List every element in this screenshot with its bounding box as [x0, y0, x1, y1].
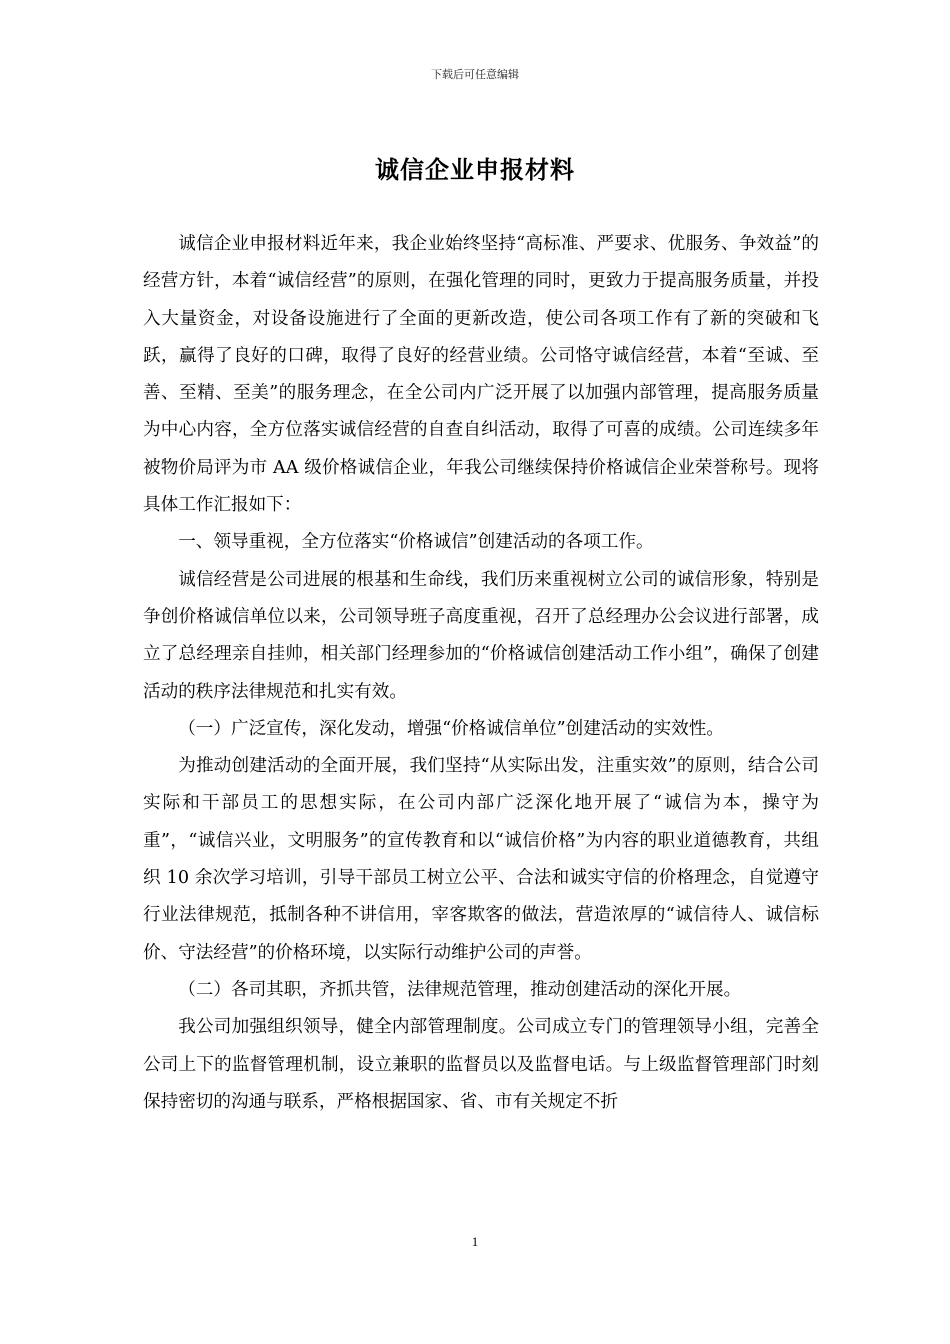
- header-note: 下载后可任意编辑: [431, 68, 519, 81]
- document-body: [143, 226, 819, 1121]
- subsection-heading-2: （二）各司其职，齐抓共管，法律规范管理，推动创建活动的深化开展。: [178, 979, 742, 1000]
- paragraph-subsection-1: 为推动创建活动的全面开展，我们坚持“从实际出发，注重实效”的原则，结合公司实际和干部员工的思想实际，在公司内部广泛深化地开展了“诚信为本，操守为重”，“诚信兴业，文明服务”的宣传教育和以“诚信价格”为内容的职业道德教育，共组织 10 余次学习培训，引导干部员工树立公平、合法和诚实守信的价格理念，自觉遵守行业法律规范，抵制各种不讲信用，宰客欺客的做法，营造浓厚的“诚信待人、诚信标价、守法经营”的价格环境，以实际行动维护公司的声誉。: [143, 756, 819, 963]
- paragraph-intro: 诚信企业申报材料近年来，我企业始终坚持“高标准、严要求、优服务、争效益”的经营方针，本着“诚信经营”的原则，在强化管理的同时，更致力于提高服务质量，并投入大量资金，对设备设施进行了全面的更新改造，使公司各项工作有了新的突破和飞跃，赢得了良好的口碑，取得了良好的经营业绩。公司恪守诚信经营，本着“至诚、至善、至精、至美”的服务理念，在全公司内广泛开展了以加强内部管理，提高服务质量为中心内容，全方位落实诚信经营的自查自纠活动，取得了可喜的成绩。公司连续多年被物价局评为市 AA 级价格诚信企业，年我公司继续保持价格诚信企业荣誉称号。现将具体工作汇报如下：: [143, 234, 819, 516]
- subsection-heading-1: （一）广泛宣传，深化发动，增强“价格诚信单位”创建活动的实效性。: [178, 718, 724, 739]
- paragraph-section-1: 诚信经营是公司进展的根基和生命线，我们历来重视树立公司的诚信形象，特别是争创价格诚信单位以来，公司领导班子高度重视，召开了总经理办公会议进行部署，成立了总经理亲自挂帅，相关部门经理参加的“价格诚信创建活动工作小组”，确保了创建活动的秩序法律规范和扎实有效。: [143, 569, 819, 702]
- section-heading-1: 一、领导重视，全方位落实“价格诚信”创建活动的各项工作。: [178, 532, 654, 553]
- paragraph-subsection-2: 我公司加强组织领导，健全内部管理制度。公司成立专门的管理领导小组，完善全公司上下的监督管理机制，设立兼职的监督员以及监督电话。与上级监督管理部门时刻保持密切的沟通与联系，严格根据国家、省、市有关规定不折: [143, 1017, 819, 1112]
- page-number: 1: [471, 1234, 479, 1249]
- document-title: 诚信企业申报材料: [375, 156, 575, 184]
